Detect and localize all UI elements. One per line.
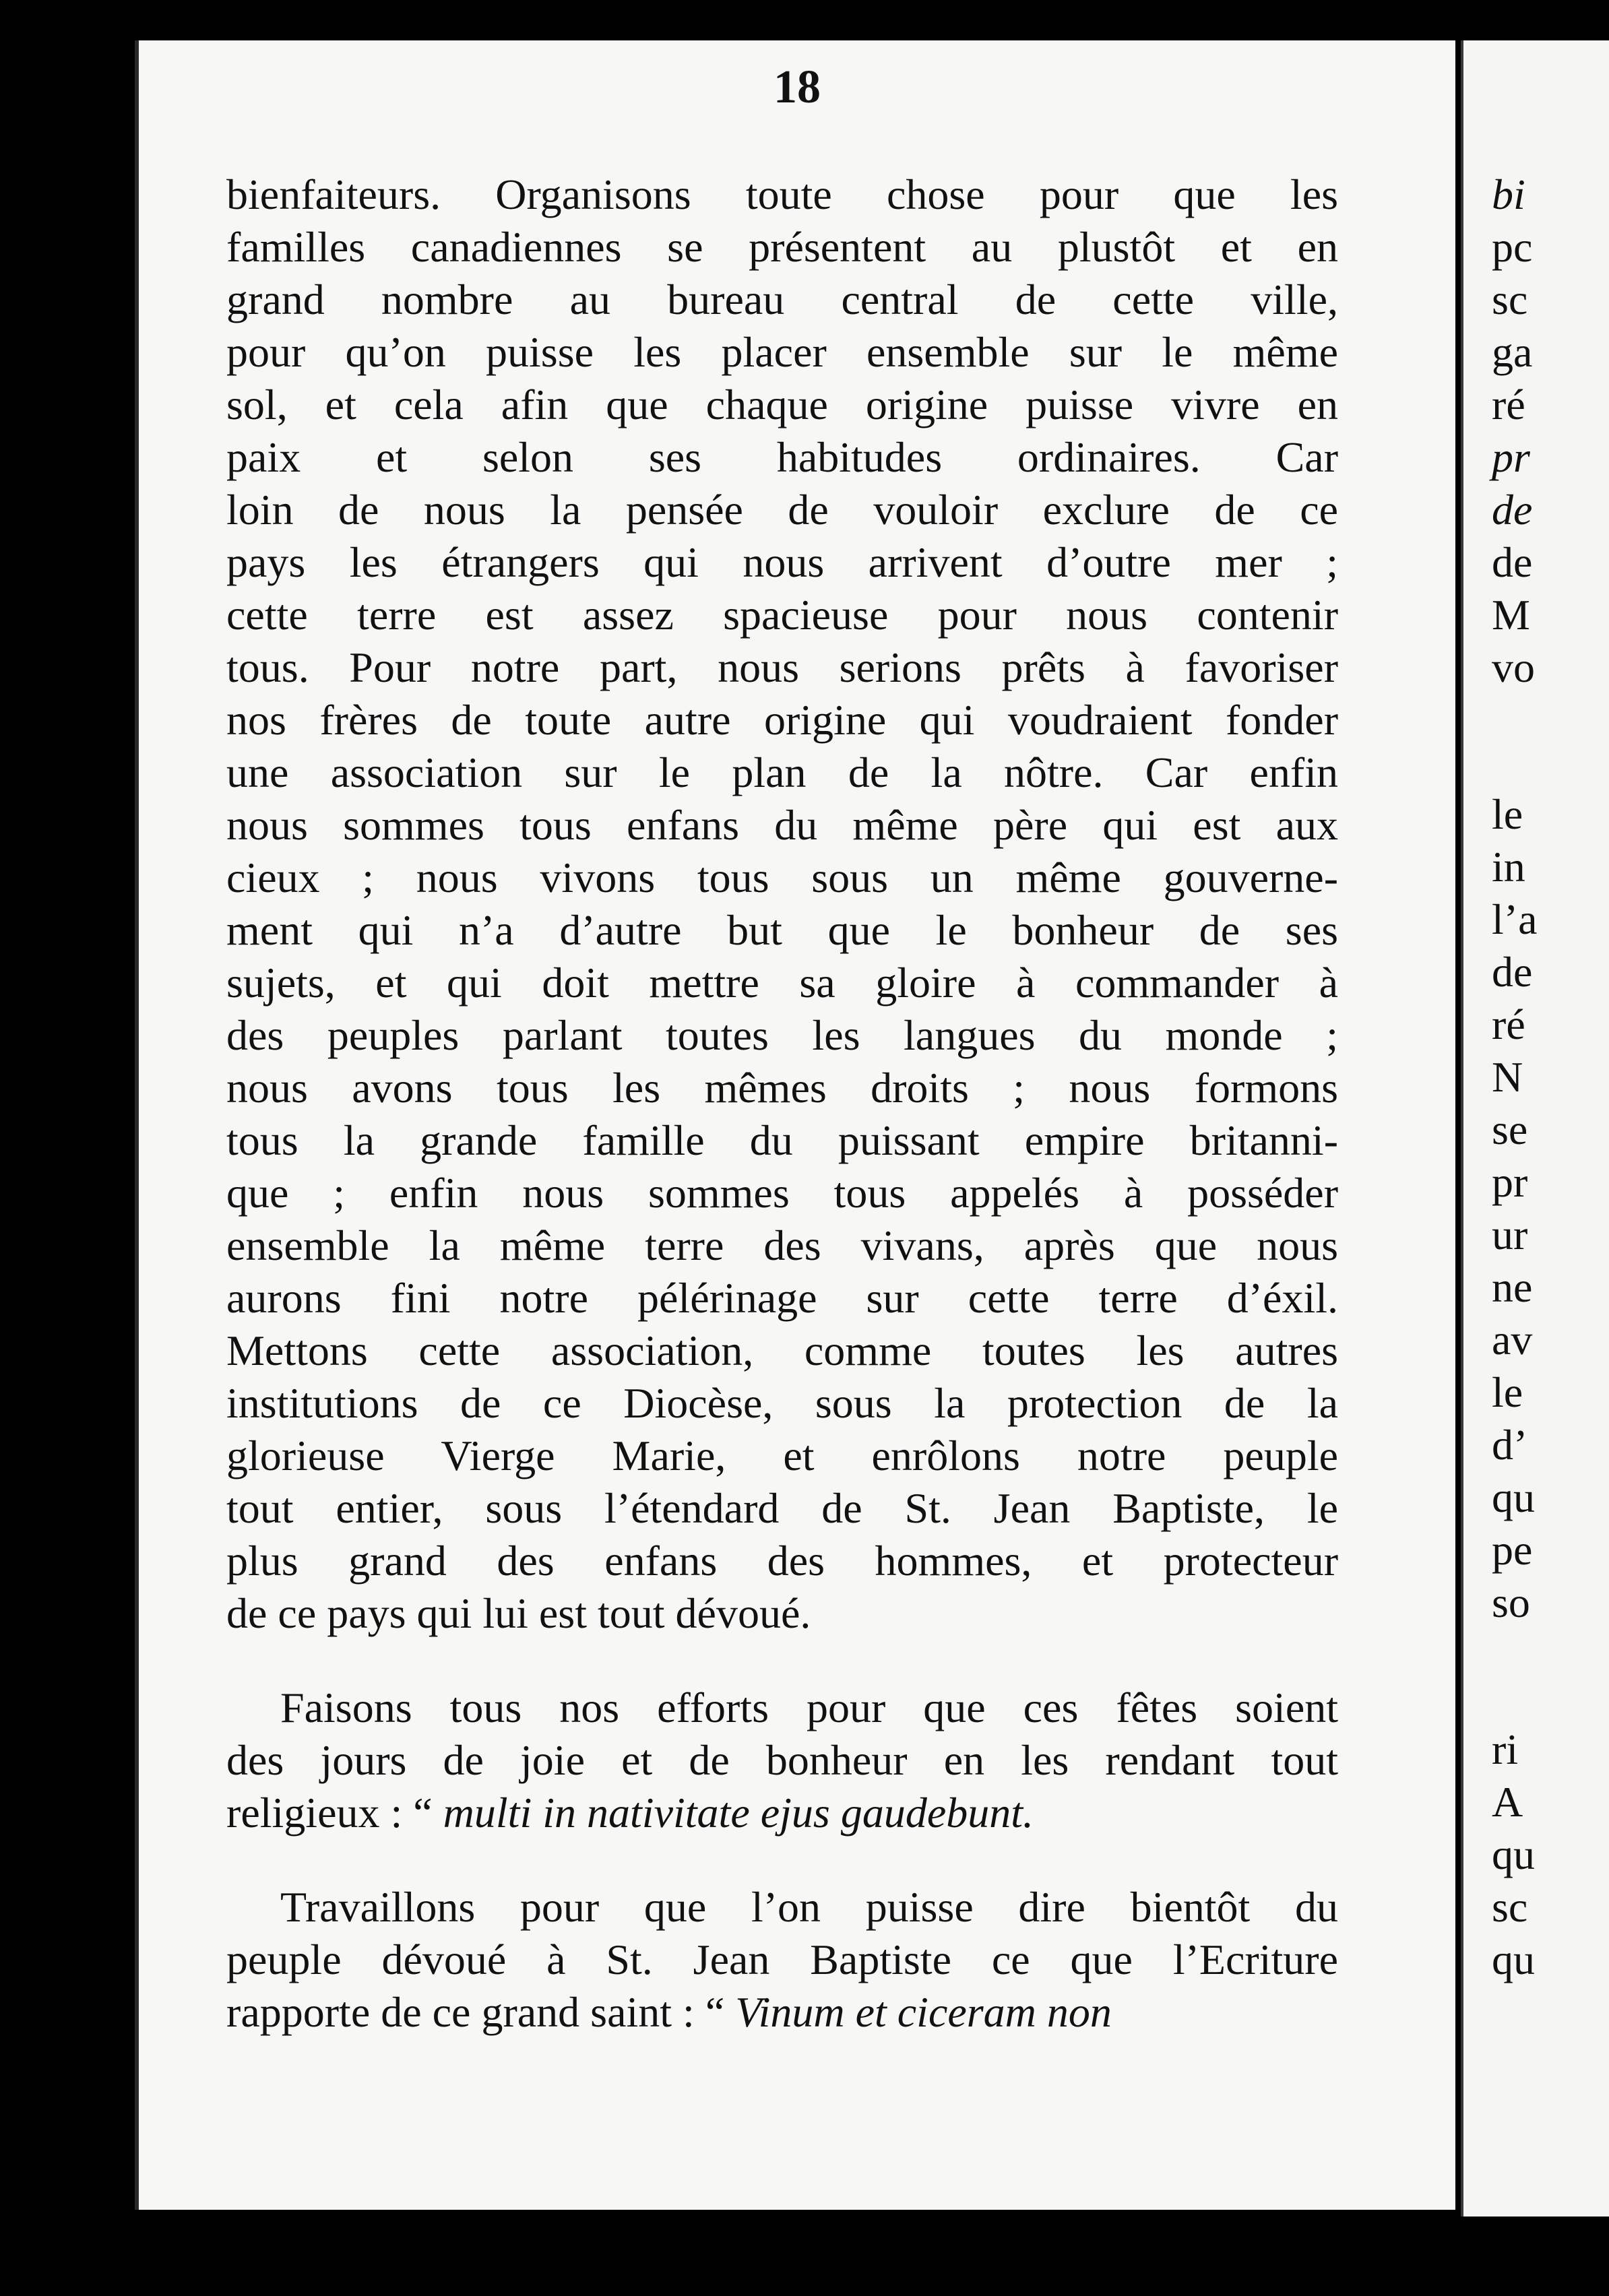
facing-fragment: sc: [1492, 276, 1528, 323]
text-line: [226, 1986, 1338, 2039]
text-line: sujets, et qui doit mettre sa gloire à commander à: [226, 959, 1338, 1007]
text-roman: religieux : “: [226, 1789, 443, 1837]
facing-fragment: sc: [1492, 1883, 1528, 1931]
paragraph-3: [226, 1881, 1338, 2039]
facing-fragment: bi: [1492, 170, 1525, 218]
facing-block-1: [1492, 168, 1538, 694]
facing-fragment: de: [1492, 948, 1533, 996]
facing-fragment: ne: [1492, 1263, 1533, 1311]
facing-fragment: ur: [1492, 1211, 1528, 1258]
text-line: ensemble la même terre des vivans, après que nous: [226, 1221, 1338, 1269]
text-line: glorieuse Vierge Marie, et enrôlons notre peuple: [226, 1432, 1338, 1479]
text-line: de ce pays qui lui est tout dévoué.: [226, 1589, 811, 1637]
text-line: loin de nous la pensée de vouloir exclure de ce: [226, 486, 1338, 534]
facing-fragment: pr: [1492, 1158, 1528, 1206]
latin-quote: multi in nativitate ejus gaudebunt.: [443, 1789, 1034, 1837]
facing-block-2: [1492, 788, 1538, 1629]
text-line: paix et selon ses habitudes ordinaires. Car: [226, 433, 1338, 481]
facing-fragment: le: [1492, 1368, 1523, 1416]
paragraph-1: [226, 168, 1338, 1640]
text-line: aurons fini notre pélérinage sur cette terre d’éxil.: [226, 1274, 1338, 1322]
facing-fragment: vo: [1492, 643, 1535, 691]
text-line: plus grand des enfans des hommes, et protecteur: [226, 1537, 1338, 1585]
text-line: des peuples parlant toutes les langues du monde ;: [226, 1011, 1338, 1059]
page-number: 18: [774, 61, 821, 113]
text-line: que ; enfin nous sommes tous appelés à posséder: [226, 1169, 1338, 1217]
facing-fragment: pc: [1492, 223, 1533, 271]
text-line: nos frères de toute autre origine qui voudraient fonder: [226, 696, 1338, 744]
facing-fragment: qu: [1492, 1936, 1535, 1983]
facing-fragment: de: [1492, 538, 1533, 586]
facing-fragment: ri: [1492, 1725, 1519, 1773]
text-line: nous avons tous les mêmes droits ; nous formons: [226, 1064, 1338, 1112]
facing-fragment: ré: [1492, 1000, 1525, 1048]
facing-fragment: ré: [1492, 381, 1525, 428]
facing-fragment: so: [1492, 1578, 1530, 1626]
text-line: Travaillons pour que l’on puisse dire bientôt du: [280, 1883, 1338, 1931]
facing-fragment: l’a: [1492, 895, 1538, 943]
book-page-left: [135, 40, 1455, 2210]
facing-block-3: [1492, 1723, 1538, 1986]
text-line: Faisons tous nos efforts pour que ces fêtes soient: [280, 1684, 1338, 1731]
facing-fragment: pe: [1492, 1526, 1533, 1574]
facing-fragment: in: [1492, 843, 1525, 891]
text-line: ment qui n’a d’autre but que le bonheur de ses: [226, 906, 1338, 954]
facing-fragment: se: [1492, 1106, 1528, 1153]
facing-page-text: [1492, 168, 1538, 1986]
text-line: cette terre est assez spacieuse pour nous contenir: [226, 591, 1338, 639]
text-line: Mettons cette association, comme toutes les autres: [226, 1327, 1338, 1374]
text-line: cieux ; nous vivons tous sous un même gouverne-: [226, 854, 1338, 901]
text-line: sol, et cela afin que chaque origine puisse vivre en: [226, 381, 1338, 428]
text-line: pays les étrangers qui nous arrivent d’outre mer ;: [226, 538, 1338, 586]
text-line: bienfaiteurs. Organisons toute chose pour que les: [226, 170, 1338, 218]
text-line: grand nombre au bureau central de cette ville,: [226, 276, 1338, 323]
facing-fragment: ga: [1492, 328, 1533, 376]
text-line: [226, 1787, 1338, 1839]
latin-quote: Vinum et ciceram non: [735, 1988, 1112, 2036]
text-line: des jours de joie et de bonheur en les rendant tout: [226, 1736, 1338, 1784]
text-line: tous. Pour notre part, nous serions prêts à favoriser: [226, 643, 1338, 691]
text-line: familles canadiennes se présentent au plustôt et en: [226, 223, 1338, 271]
text-line: nous sommes tous enfans du même père qui est aux: [226, 801, 1338, 849]
body-text: [226, 168, 1338, 2039]
text-roman: rapporte de ce grand saint : “: [226, 1988, 736, 2036]
facing-fragment: qu: [1492, 1473, 1535, 1521]
facing-fragment: qu: [1492, 1830, 1535, 1878]
text-line: une association sur le plan de la nôtre. Car enfin: [226, 748, 1338, 796]
text-line: tout entier, sous l’étendard de St. Jean Baptiste, le: [226, 1484, 1338, 1532]
facing-fragment: pr: [1492, 433, 1530, 481]
paragraph-2: [226, 1682, 1338, 1839]
facing-fragment: le: [1492, 790, 1523, 838]
facing-fragment: A: [1492, 1778, 1523, 1826]
facing-fragment: M: [1492, 591, 1530, 639]
facing-fragment: d’: [1492, 1421, 1528, 1469]
text-line: pour qu’on puisse les placer ensemble sur le même: [226, 328, 1338, 376]
facing-page-edge: [1461, 40, 1609, 2217]
text-line: institutions de ce Diocèse, sous la protection de la: [226, 1379, 1338, 1427]
facing-fragment: N: [1492, 1053, 1523, 1101]
facing-fragment: av: [1492, 1316, 1533, 1364]
text-line: peuple dévoué à St. Jean Baptiste ce que l’Ecriture: [226, 1936, 1338, 1983]
facing-fragment: de: [1492, 486, 1533, 534]
text-line: tous la grande famille du puissant empire britanni-: [226, 1116, 1338, 1164]
